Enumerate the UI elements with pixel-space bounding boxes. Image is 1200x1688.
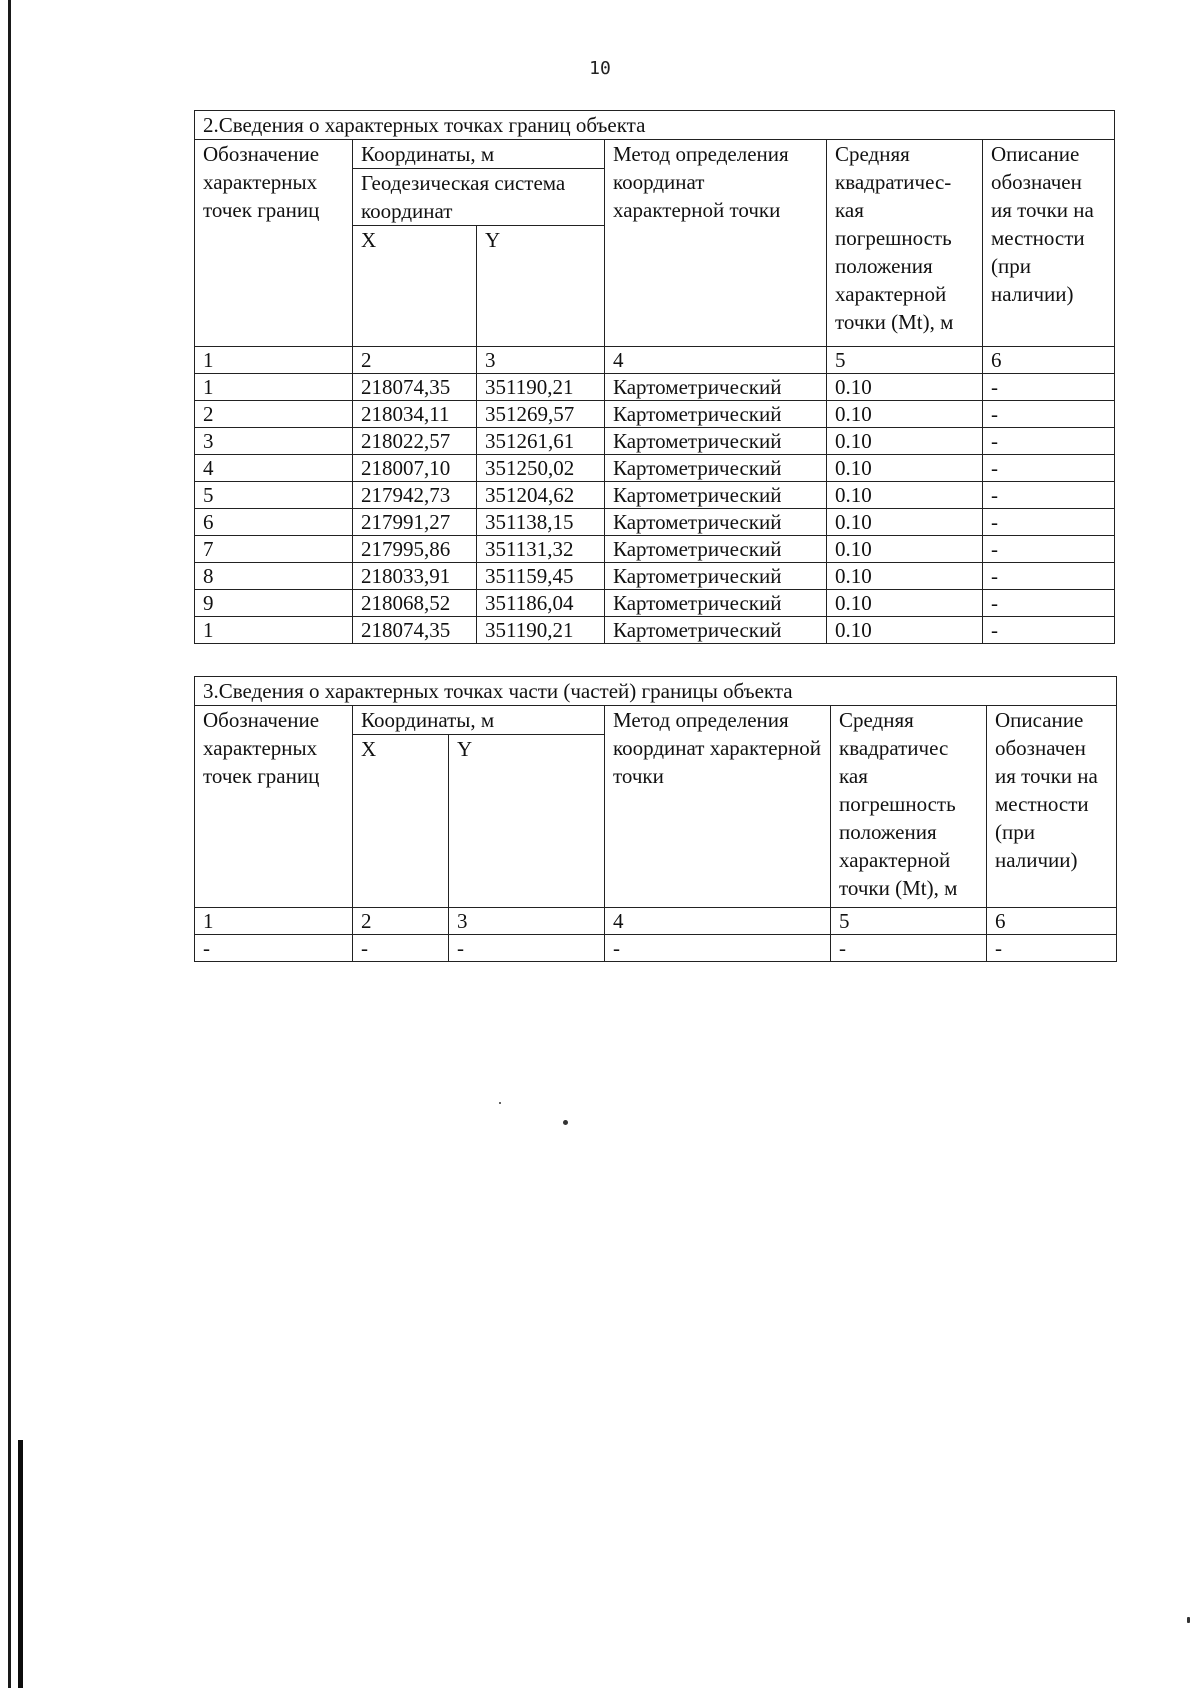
table-cell: 351190,21 (477, 617, 605, 644)
table-cell: - (983, 590, 1115, 617)
table-cell: 351204,62 (477, 482, 605, 509)
table-cell: 351186,04 (477, 590, 605, 617)
table-cell: 217995,86 (353, 536, 477, 563)
header-y: Y (449, 735, 605, 908)
table-cell: 351138,15 (477, 509, 605, 536)
table-cell: 218074,35 (353, 374, 477, 401)
section3-column-numbers (195, 908, 1117, 935)
colnum: 4 (605, 908, 831, 935)
section3-header-row (195, 706, 1117, 735)
scan-speck (563, 1120, 568, 1125)
table-cell: - (983, 428, 1115, 455)
header-description: Описание обозначен ия точки на местности (при наличии) (987, 706, 1117, 908)
header-error: Средняя квадратичес-кая погрешность положения характерной точки (Mt), м (827, 140, 983, 347)
table-cell: 218007,10 (353, 455, 477, 482)
section2-table (194, 110, 1115, 644)
table-cell: 6 (195, 509, 353, 536)
table-cell: 217991,27 (353, 509, 477, 536)
colnum: 6 (987, 908, 1117, 935)
table-cell: 7 (195, 536, 353, 563)
table-cell: 0.10 (827, 428, 983, 455)
table-cell: - (983, 374, 1115, 401)
table-cell: - (353, 935, 449, 962)
table-cell: 2 (195, 401, 353, 428)
table-cell: - (983, 482, 1115, 509)
colnum: 6 (983, 347, 1115, 374)
table-cell: 218022,57 (353, 428, 477, 455)
table-cell: 218074,35 (353, 617, 477, 644)
table-cell: 218033,91 (353, 563, 477, 590)
table-cell: 8 (195, 563, 353, 590)
header-description: Описание обозначен ия точки на местности (при наличии) (983, 140, 1115, 347)
table-cell: Картометрический (605, 428, 827, 455)
table-cell: 351190,21 (477, 374, 605, 401)
table-cell: 0.10 (827, 509, 983, 536)
table-row (195, 563, 1115, 590)
table-cell: 5 (195, 482, 353, 509)
section3-title-row (195, 677, 1117, 706)
table-row (195, 935, 1117, 962)
colnum: 4 (605, 347, 827, 374)
section2-title: 2.Сведения о характерных точках границ объекта (195, 111, 1115, 140)
table-cell: - (983, 617, 1115, 644)
table-cell: 0.10 (827, 563, 983, 590)
table-cell: Картометрический (605, 401, 827, 428)
colnum: 3 (477, 347, 605, 374)
header-error: Средняя квадратичес кая погрешность положения характерной точки (Mt), м (831, 706, 987, 908)
table-row (195, 428, 1115, 455)
table-cell: - (983, 401, 1115, 428)
scan-speck (499, 1102, 501, 1104)
table-cell: - (983, 509, 1115, 536)
table-cell: 351159,45 (477, 563, 605, 590)
table-cell: - (983, 563, 1115, 590)
table-cell: Картометрический (605, 374, 827, 401)
table-cell: 0.10 (827, 374, 983, 401)
header-x: X (353, 735, 449, 908)
section2-header-row (195, 140, 1115, 226)
table-row (195, 455, 1115, 482)
table-row (195, 509, 1115, 536)
scan-edge-line-bottom (18, 1440, 23, 1688)
table-cell: 351250,02 (477, 455, 605, 482)
table-cell: 0.10 (827, 617, 983, 644)
table-cell: - (605, 935, 831, 962)
header-designation: Обозначение характерных точек границ (195, 706, 353, 908)
table-cell: Картометрический (605, 590, 827, 617)
header-x: X (353, 226, 477, 347)
table-cell: - (449, 935, 605, 962)
table-cell: 351261,61 (477, 428, 605, 455)
table-cell: 351269,57 (477, 401, 605, 428)
table-row (195, 590, 1115, 617)
table-cell: 351131,32 (477, 536, 605, 563)
table-cell: 0.10 (827, 536, 983, 563)
header-coordinates-group (353, 140, 605, 226)
table-cell: Картометрический (605, 482, 827, 509)
header-y: Y (477, 226, 605, 347)
colnum: 2 (353, 908, 449, 935)
table-row (195, 536, 1115, 563)
colnum: 5 (827, 347, 983, 374)
section2-title-row (195, 111, 1115, 140)
colnum: 5 (831, 908, 987, 935)
table-cell: 218034,11 (353, 401, 477, 428)
table-cell: 0.10 (827, 590, 983, 617)
table-cell: - (195, 935, 353, 962)
header-coordinates: Координаты, м (353, 140, 604, 169)
table-cell: 217942,73 (353, 482, 477, 509)
colnum: 2 (353, 347, 477, 374)
scan-speck (1187, 1617, 1190, 1623)
header-method: Метод определения координат характерной точки (605, 706, 831, 908)
table-cell: 3 (195, 428, 353, 455)
table-cell: 4 (195, 455, 353, 482)
scan-edge-line (8, 0, 11, 1688)
header-coordinates: Координаты, м (353, 706, 605, 735)
table-cell: Картометрический (605, 509, 827, 536)
table-row (195, 482, 1115, 509)
section3-table (194, 676, 1117, 962)
header-method: Метод определения координат характерной точки (605, 140, 827, 347)
table-cell: 0.10 (827, 482, 983, 509)
table-cell: Картометрический (605, 563, 827, 590)
table-cell: - (983, 536, 1115, 563)
table-cell: 1 (195, 617, 353, 644)
table-cell: Картометрический (605, 536, 827, 563)
table-row (195, 374, 1115, 401)
table-cell: 0.10 (827, 401, 983, 428)
table-cell: Картометрический (605, 617, 827, 644)
section2-column-numbers (195, 347, 1115, 374)
table-row (195, 401, 1115, 428)
colnum: 1 (195, 908, 353, 935)
colnum: 1 (195, 347, 353, 374)
table-cell: 9 (195, 590, 353, 617)
table-cell: 218068,52 (353, 590, 477, 617)
page-number: 10 (589, 58, 611, 79)
table-cell: - (987, 935, 1117, 962)
table-cell: 1 (195, 374, 353, 401)
section3-title: 3.Сведения о характерных точках части (частей) границы объекта (195, 677, 1117, 706)
table-cell: Картометрический (605, 455, 827, 482)
table-row (195, 617, 1115, 644)
header-designation: Обозначение характерных точек границ (195, 140, 353, 347)
colnum: 3 (449, 908, 605, 935)
table-cell: 0.10 (827, 455, 983, 482)
header-coord-system: Геодезическая система координат (361, 171, 566, 223)
table-cell: - (831, 935, 987, 962)
table-cell: - (983, 455, 1115, 482)
